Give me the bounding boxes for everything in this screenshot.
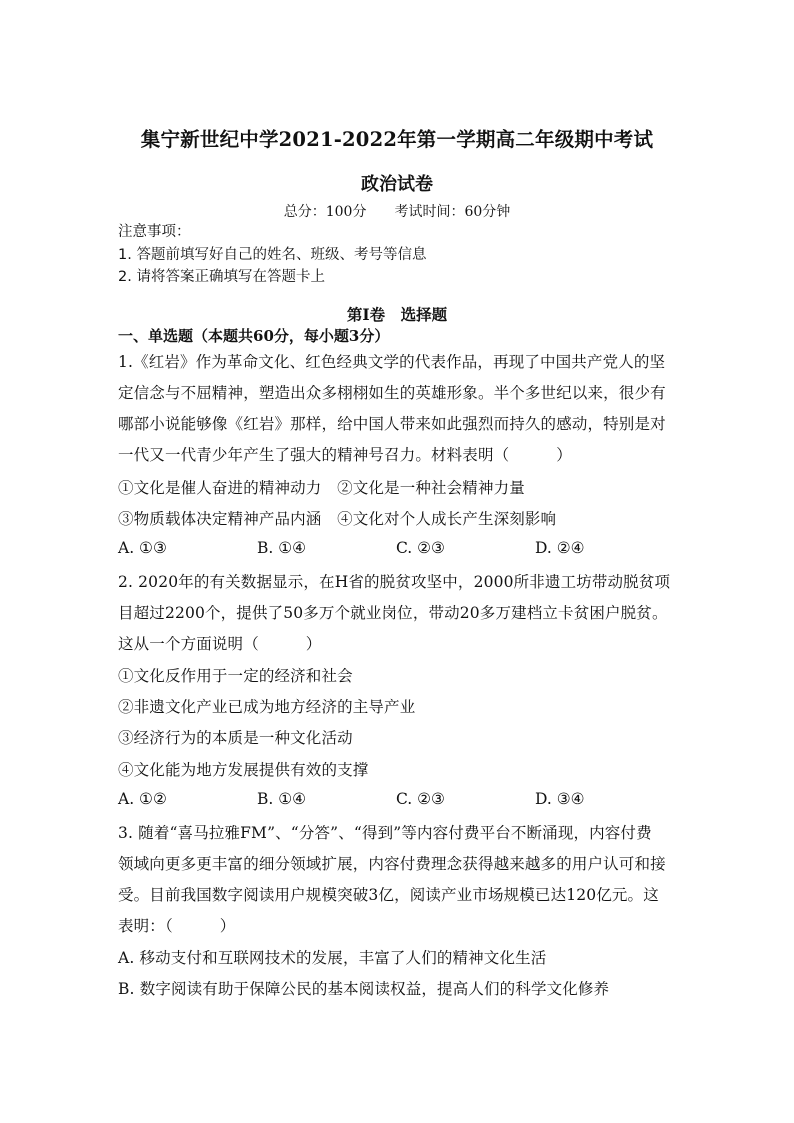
question-line: 定信念与不屈精神，塑造出众多栩栩如生的英雄形象。半个多世纪以来，很少有 (118, 384, 666, 402)
notice-item: 1. 答题前填写好自己的姓名、班级、考号等信息 (118, 247, 427, 263)
question-line: 表明：（ ） (118, 917, 236, 935)
question-line: 领域向更多更丰富的细分领域扩展，内容付费理念获得越来越多的用户认可和接 (118, 855, 666, 873)
answer-option-b: B. ①④ (257, 539, 307, 557)
exam-title: 集宁新世纪中学2021-2022年第一学期高二年级期中考试 (140, 128, 654, 151)
question-line: 目超过2200个，提供了50多万个就业岗位，带动20多万建档立卡贫困户脱贫。 (118, 604, 668, 622)
exam-meta: 总分：100分 考试时间：60分钟 (283, 204, 511, 220)
answer-option-a: A. ①② (118, 790, 167, 808)
answer-option-c: C. ②③ (396, 539, 445, 557)
answer-option-d: D. ③④ (535, 790, 585, 808)
answer-option-b: B. 数字阅读有助于保障公民的基本阅读权益，提高人们的科学文化修养 (118, 980, 610, 998)
part-heading: 一、单选题（本题共60分，每小题3分） (118, 327, 390, 345)
statement-line: ③经济行为的本质是一种文化活动 (118, 729, 353, 747)
statement-line: ②非遗文化产业已成为地方经济的主导产业 (118, 698, 416, 716)
statement-line: ①文化是催人奋进的精神动力 ②文化是一种社会精神力量 (118, 479, 525, 497)
notice-item: 2. 请将答案正确填写在答题卡上 (118, 269, 325, 285)
answer-option-b: B. ①④ (257, 790, 307, 808)
question-line: 这从一个方面说明（ ） (118, 635, 322, 653)
question-line: 3. 随着“喜马拉雅FM”、“分答”、“得到”等内容付费平台不断涌现，内容付费 (118, 824, 652, 842)
question-line: 1.《红岩》作为革命文化、红色经典文学的代表作品，再现了中国共产党人的坚 (118, 353, 666, 371)
statement-line: ④文化能为地方发展提供有效的支撑 (118, 761, 369, 779)
notice-heading: 注意事项： (118, 224, 191, 240)
answer-option-d: D. ②④ (535, 539, 585, 557)
answer-option-a: A. 移动支付和互联网技术的发展，丰富了人们的精神文化生活 (118, 949, 547, 967)
question-line: 哪部小说能够像《红岩》那样，给中国人带来如此强烈而持久的感动，特别是对 (118, 415, 666, 433)
answer-option-a: A. ①③ (118, 539, 167, 557)
statement-line: ①文化反作用于一定的经济和社会 (118, 667, 353, 685)
section-title: 第I卷 选择题 (346, 305, 448, 324)
answer-option-c: C. ②③ (396, 790, 445, 808)
statement-line: ③物质载体决定精神产品内涵 ④文化对个人成长产生深刻影响 (118, 510, 557, 528)
exam-subject: 政治试卷 (361, 174, 433, 195)
question-line: 一代又一代青少年产生了强大的精神号召力。材料表明（ ） (118, 446, 572, 464)
question-line: 受。目前我国数字阅读用户规模突破3亿，阅读产业市场规模已达120亿元。这 (118, 886, 659, 904)
question-line: 2. 2020年的有关数据显示，在H省的脱贫攻坚中，2000所非遗工坊带动脱贫项 (118, 573, 671, 591)
